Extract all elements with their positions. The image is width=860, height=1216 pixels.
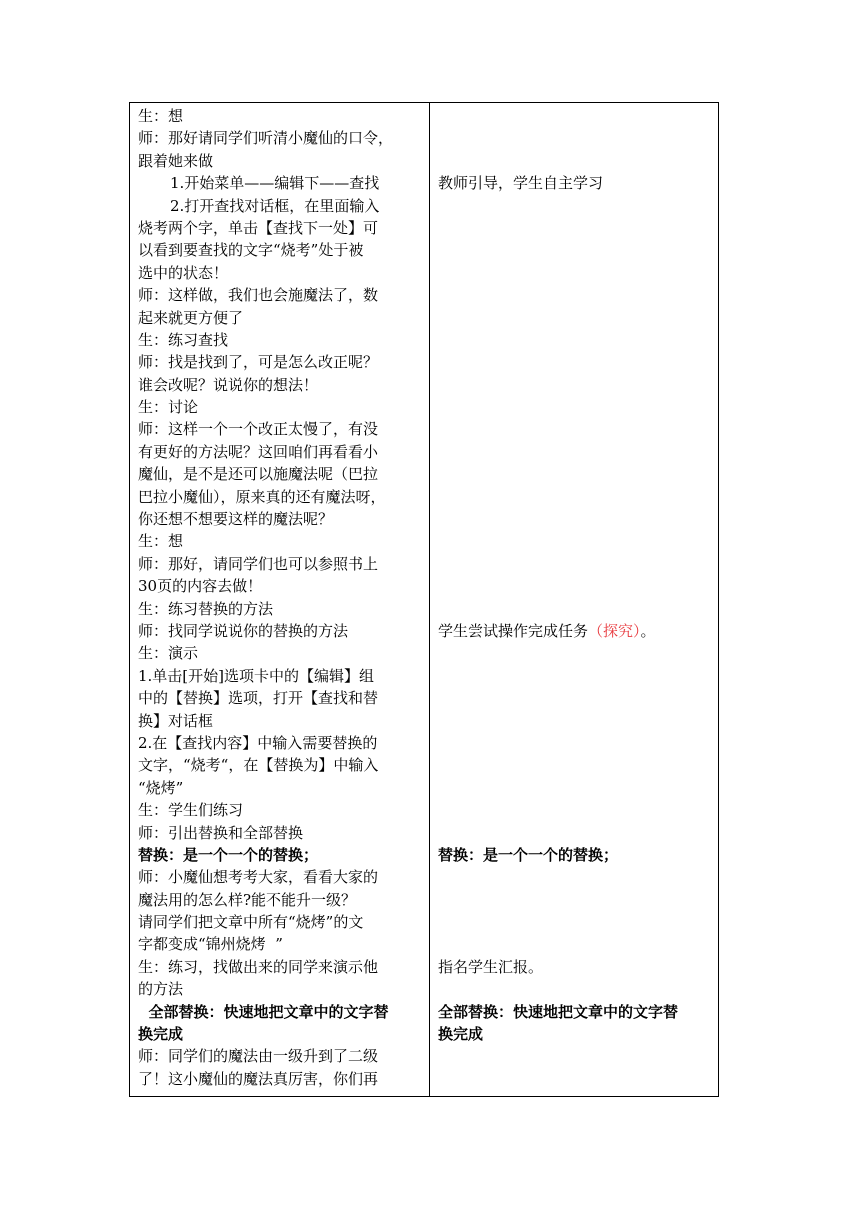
left-column-text: 师：那好，请同学们也可以参照书上 xyxy=(138,554,379,573)
left-column-text: 以看到要查找的文字“烧考”处于被 xyxy=(138,241,364,260)
left-column-text: 巴拉小魔仙），原来真的还有魔法呀， xyxy=(138,487,386,506)
left-column-line xyxy=(138,866,422,888)
right-column-line xyxy=(438,508,714,530)
right-column-line xyxy=(438,933,714,955)
right-column-line xyxy=(438,418,714,440)
left-column-text: 换】对话框 xyxy=(138,711,214,730)
left-column-text: 魔仙，是不是还可以施魔法呢（巴拉 xyxy=(138,465,379,484)
left-column-line xyxy=(138,687,422,709)
left-column-text: 师：找同学说说你的替换的方法 xyxy=(138,621,349,640)
left-column-line xyxy=(138,127,422,149)
right-column-line xyxy=(438,1023,714,1045)
left-column-line xyxy=(138,105,422,127)
right-column-line xyxy=(438,195,714,217)
right-column-line xyxy=(438,732,714,754)
right-column-line xyxy=(438,486,714,508)
left-column-text: 师：小魔仙想考考大家，看看大家的 xyxy=(138,868,379,887)
right-column-line xyxy=(438,105,714,127)
left-column-text: 全部替换：快速地把文章中的文字替 xyxy=(138,1002,389,1021)
right-column-line xyxy=(438,329,714,351)
left-column-line xyxy=(138,441,422,463)
left-column-line xyxy=(138,642,422,664)
right-column-line xyxy=(438,239,714,261)
right-column-text: 换完成 xyxy=(438,1025,484,1044)
left-column-line xyxy=(138,620,422,642)
right-column-tail: 。 xyxy=(640,621,656,640)
left-column-text: 师：引出替换和全部替换 xyxy=(138,823,304,842)
right-column-line xyxy=(438,866,714,888)
left-column-text: 生：想 xyxy=(138,107,184,125)
right-column-text: 教师引导，学生自主学习 xyxy=(438,174,604,193)
right-column-line xyxy=(438,396,714,418)
left-column-text: 中的【替换】选项，打开【查找和替 xyxy=(138,689,379,708)
column-divider xyxy=(429,103,430,1096)
left-column-text: 你还想不想要这样的魔法呢？ xyxy=(138,510,334,529)
right-column-line xyxy=(438,799,714,821)
right-column-line xyxy=(438,844,714,866)
left-column-line xyxy=(138,374,422,396)
right-column-line xyxy=(438,307,714,329)
left-column-line xyxy=(138,822,422,844)
left-column-line xyxy=(138,933,422,955)
left-column-text: 师：那好请同学们听清小魔仙的口令， xyxy=(138,129,394,148)
left-column-line xyxy=(138,598,422,620)
left-column-text: 生：练习，找做出来的同学来演示他 xyxy=(138,957,379,976)
left-column-line xyxy=(138,262,422,284)
left-column-line xyxy=(138,1068,422,1090)
right-column-line xyxy=(438,262,714,284)
left-column-line xyxy=(138,1001,422,1023)
left-column-line xyxy=(138,172,422,194)
left-column-line xyxy=(138,284,422,306)
left-column-line xyxy=(138,508,422,530)
left-column-line xyxy=(138,1023,422,1045)
left-column-line xyxy=(138,150,422,172)
left-column-line xyxy=(138,754,422,776)
left-column-line xyxy=(138,956,422,978)
right-column-line xyxy=(438,710,714,732)
left-column-text: 1.开始菜单——编辑下——查找 xyxy=(170,174,380,193)
left-column-line xyxy=(138,844,422,866)
left-column-text: 生：练习替换的方法 xyxy=(138,599,274,618)
left-column-line xyxy=(138,553,422,575)
left-column-text: 有更好的方法呢？这回咱们再看看小 xyxy=(138,442,379,461)
right-column-line xyxy=(438,150,714,172)
left-column-text: 谁会改呢？说说你的想法！ xyxy=(138,375,319,394)
left-column-line xyxy=(138,418,422,440)
left-column-text: 选中的状态！ xyxy=(138,263,229,282)
right-column-line xyxy=(438,754,714,776)
left-column-text: 师：找是找到了，可是怎么改正呢？ xyxy=(138,353,379,372)
right-column-line xyxy=(438,351,714,373)
left-column-text: 请同学们把文章中所有“烧烤”的文 xyxy=(138,913,364,932)
right-column-line xyxy=(438,284,714,306)
right-column-text: 替换：是一个一个的替换； xyxy=(438,845,619,864)
right-column-line xyxy=(438,530,714,552)
left-column-line xyxy=(138,217,422,239)
left-column-line xyxy=(138,575,422,597)
right-column-line xyxy=(438,620,714,642)
left-column-text: 30页的内容去做！ xyxy=(138,577,263,596)
left-column-line xyxy=(138,732,422,754)
right-column-line xyxy=(438,441,714,463)
left-column-text: 文字，“烧考“，在【替换为】中输入 xyxy=(138,756,379,775)
left-column-text: 生：学生们练习 xyxy=(138,801,244,820)
left-column-text: 师：这样做，我们也会施魔法了，数 xyxy=(138,286,379,305)
left-column-text: 1.单击[开始]选项卡中的【编辑】组 xyxy=(138,666,375,685)
left-column-line xyxy=(138,665,422,687)
left-column-text: 师：这样一个一个改正太慢了，有没 xyxy=(138,420,379,439)
left-column-line xyxy=(138,911,422,933)
left-column-line xyxy=(138,351,422,373)
left-column-text: 替换：是一个一个的替换； xyxy=(138,845,319,864)
left-column-line xyxy=(138,799,422,821)
right-column-line xyxy=(438,777,714,799)
left-column-line xyxy=(138,307,422,329)
left-column-text: 2.在【查找内容】中输入需要替换的 xyxy=(138,733,378,752)
left-column-line xyxy=(138,329,422,351)
right-column-text: 全部替换：快速地把文章中的文字替 xyxy=(438,1002,679,1021)
right-column-line xyxy=(438,553,714,575)
left-column-line xyxy=(138,710,422,732)
left-column-text: 生：讨论 xyxy=(138,398,199,417)
left-column-line xyxy=(138,239,422,261)
left-column-line xyxy=(138,1045,422,1067)
right-column-line xyxy=(438,217,714,239)
left-column-text: 烧考两个字，单击【查找下一处】可 xyxy=(138,218,379,237)
left-column-text: 生：练习查找 xyxy=(138,330,229,349)
right-column-line xyxy=(438,463,714,485)
right-column-line xyxy=(438,374,714,396)
right-column-line xyxy=(438,575,714,597)
right-column-line xyxy=(438,978,714,1000)
left-column-text: “烧烤” xyxy=(138,778,184,797)
left-column-line xyxy=(138,195,422,217)
right-column-line xyxy=(438,598,714,620)
left-column-line xyxy=(138,978,422,1000)
right-column-line xyxy=(438,956,714,978)
left-column-text: 起来就更方便了 xyxy=(138,308,244,327)
lesson-table xyxy=(129,102,719,1097)
right-column-line xyxy=(438,665,714,687)
teaching-process-column xyxy=(138,105,422,1090)
left-column-text: 了！这小魔仙的魔法真厉害，你们再 xyxy=(138,1069,379,1088)
left-column-line xyxy=(138,777,422,799)
right-column-line xyxy=(438,822,714,844)
right-column-line xyxy=(438,889,714,911)
right-column-line xyxy=(438,1001,714,1023)
left-column-line xyxy=(138,396,422,418)
left-column-line xyxy=(138,463,422,485)
left-column-text: 跟着她来做 xyxy=(138,151,214,170)
left-column-text: 生：想 xyxy=(138,532,184,551)
left-column-line xyxy=(138,889,422,911)
left-column-text: 师：同学们的魔法由一级升到了二级 xyxy=(138,1047,379,1066)
left-column-line xyxy=(138,486,422,508)
right-column-line xyxy=(438,127,714,149)
right-column-line xyxy=(438,642,714,664)
left-column-text: 字都变成“锦州烧烤 ” xyxy=(138,935,283,954)
right-column-text: 学生尝试操作完成任务 xyxy=(438,621,589,640)
left-column-text: 的方法 xyxy=(138,980,184,999)
left-column-line xyxy=(138,530,422,552)
design-intent-column xyxy=(438,105,714,1045)
right-column-text: 指名学生汇报。 xyxy=(438,957,544,976)
right-column-line xyxy=(438,172,714,194)
left-column-text: 生：演示 xyxy=(138,644,199,663)
right-column-line xyxy=(438,687,714,709)
left-column-text: 2.打开查找对话框，在里面输入 xyxy=(170,196,380,215)
highlight-text: （探究） xyxy=(588,621,641,640)
right-column-line xyxy=(438,911,714,933)
left-column-text: 换完成 xyxy=(138,1025,184,1044)
left-column-text: 魔法用的怎么样?能不能升一级？ xyxy=(138,890,357,909)
